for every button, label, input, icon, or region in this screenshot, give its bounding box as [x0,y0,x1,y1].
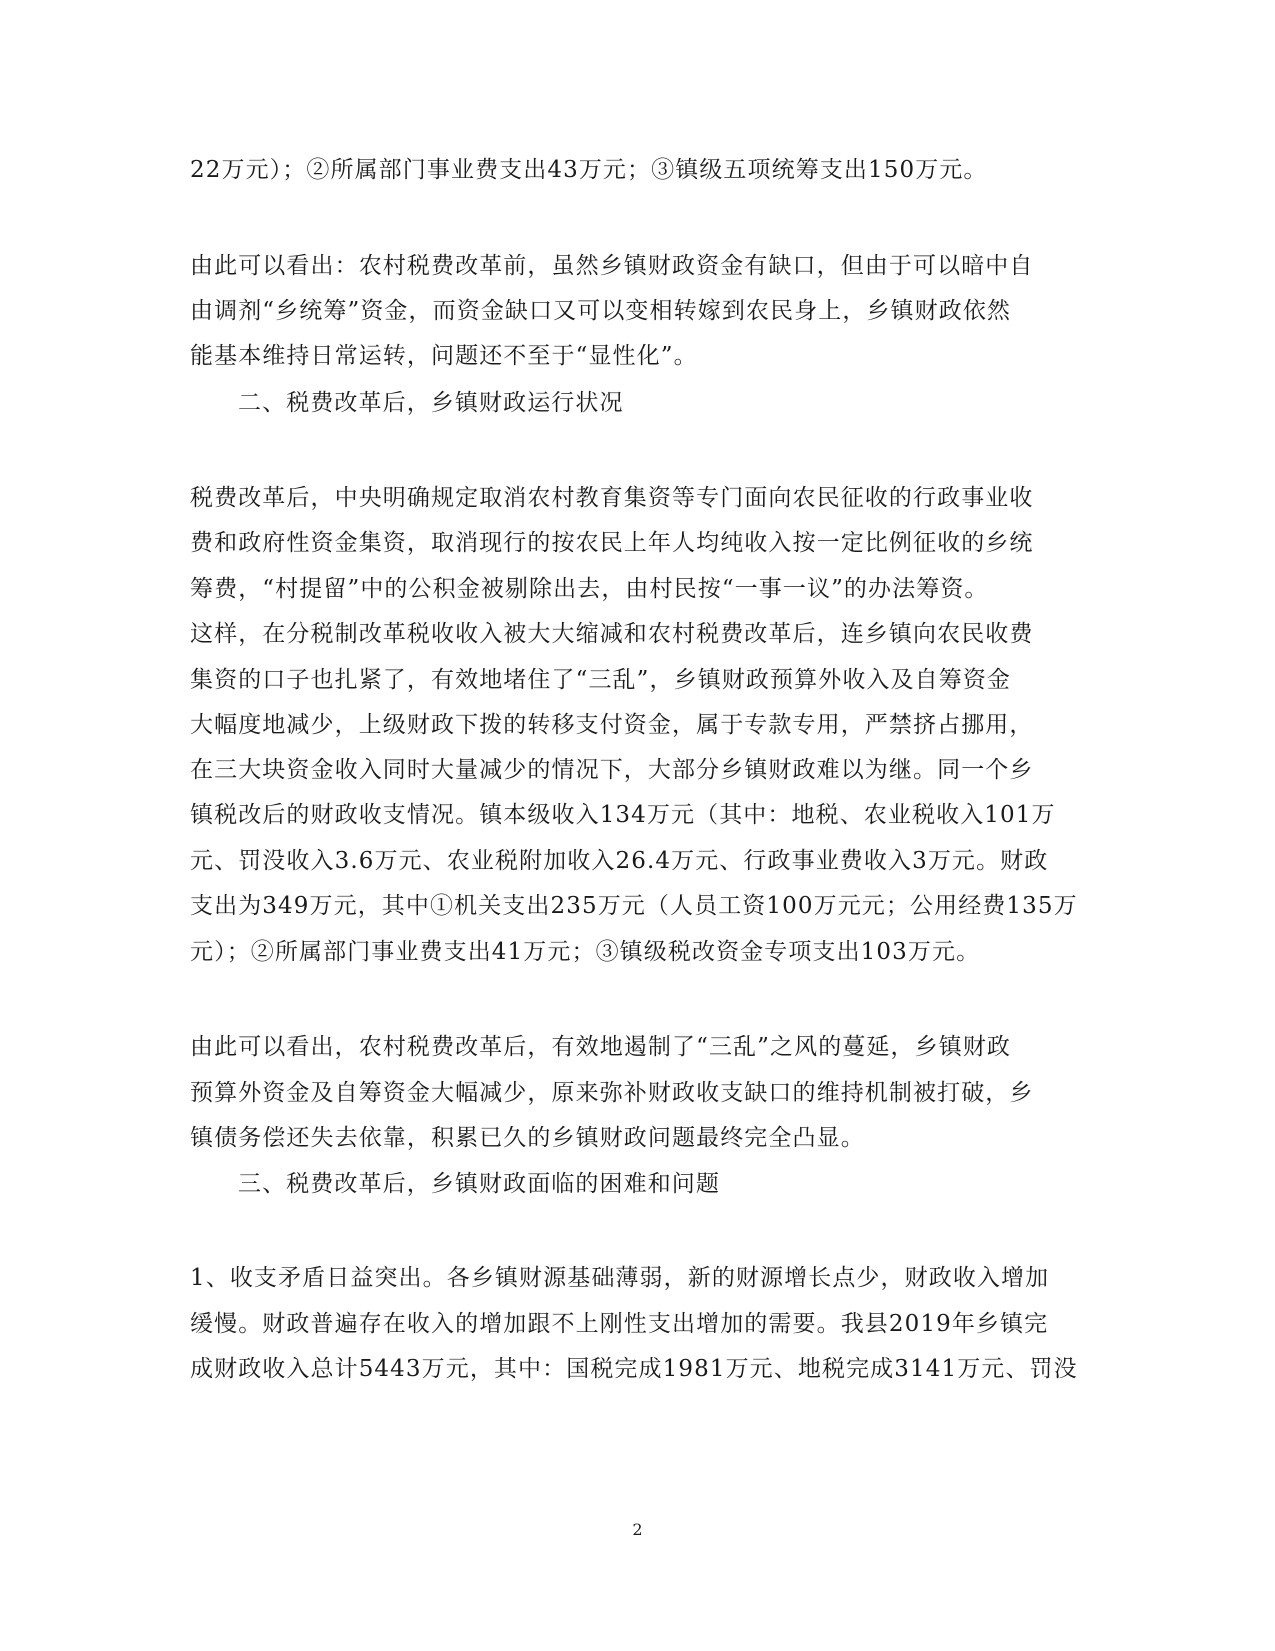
text-line: 元、罚没收入3.6万元、农业税附加收入26.4万元、行政事业费收入3万元。财政 [190,848,1049,874]
text-line: 元）；②所属部门事业费支出41万元；③镇级税改资金专项支出103万元。 [190,939,981,965]
text-line: 1、收支矛盾日益突出。各乡镇财源基础薄弱，新的财源增长点少，财政收入增加 [190,1265,1050,1291]
text-line: 由调剂“乡统筹”资金，而资金缺口又可以变相转嫁到农民身上，乡镇财政依然 [190,298,1012,324]
text-line: 22万元）；②所属部门事业费支出43万元；③镇级五项统筹支出150万元。 [190,157,988,183]
section-heading: 二、税费改革后，乡镇财政运行状况 [238,390,624,416]
text-line: 筹费，“村提留”中的公积金被剔除出去，由村民按“一事一议”的办法筹资。 [190,576,989,602]
text-line: 镇税改后的财政收支情况。镇本级收入134万元（其中：地税、农业税收入101万 [190,802,1056,828]
text-line: 预算外资金及自筹资金大幅减少，原来弥补财政收支缺口的维持机制被打破，乡 [190,1080,1034,1106]
text-line: 在三大块资金收入同时大量减少的情况下，大部分乡镇财政难以为继。同一个乡 [190,757,1034,783]
text-line: 这样，在分税制改革税收收入被大大缩减和农村税费改革后，连乡镇向农民收费 [190,621,1034,647]
text-line: 由此可以看出，农村税费改革后，有效地遏制了“三乱”之风的蔓延，乡镇财政 [190,1034,1012,1060]
page-number: 2 [632,1520,643,1539]
text-line: 能基本维持日常运转，问题还不至于“显性化”。 [190,343,698,369]
text-line: 成财政收入总计5443万元，其中：国税完成1981万元、地税完成3141万元、罚没 [190,1356,1078,1382]
text-line: 税费改革后，中央明确规定取消农村教育集资等专门面向农民征收的行政事业收 [190,485,1034,511]
text-line: 镇债务偿还失去依靠，积累已久的乡镇财政问题最终完全凸显。 [190,1125,865,1151]
text-line: 支出为349万元，其中①机关支出235万元（人员工资100万元元；公用经费135万 [190,893,1078,919]
section-heading: 三、税费改革后，乡镇财政面临的困难和问题 [238,1171,720,1197]
text-line: 费和政府性资金集资，取消现行的按农民上年人均纯收入按一定比例征收的乡统 [190,530,1034,556]
text-line: 缓慢。财政普遍存在收入的增加跟不上刚性支出增加的需要。我县2019年乡镇完 [190,1311,1049,1337]
text-line: 由此可以看出：农村税费改革前，虽然乡镇财政资金有缺口，但由于可以暗中自 [190,253,1034,279]
text-line: 集资的口子也扎紧了，有效地堵住了“三乱”，乡镇财政预算外收入及自筹资金 [190,667,1012,693]
text-line: 大幅度地减少，上级财政下拨的转移支付资金，属于专款专用，严禁挤占挪用， [190,712,1034,738]
